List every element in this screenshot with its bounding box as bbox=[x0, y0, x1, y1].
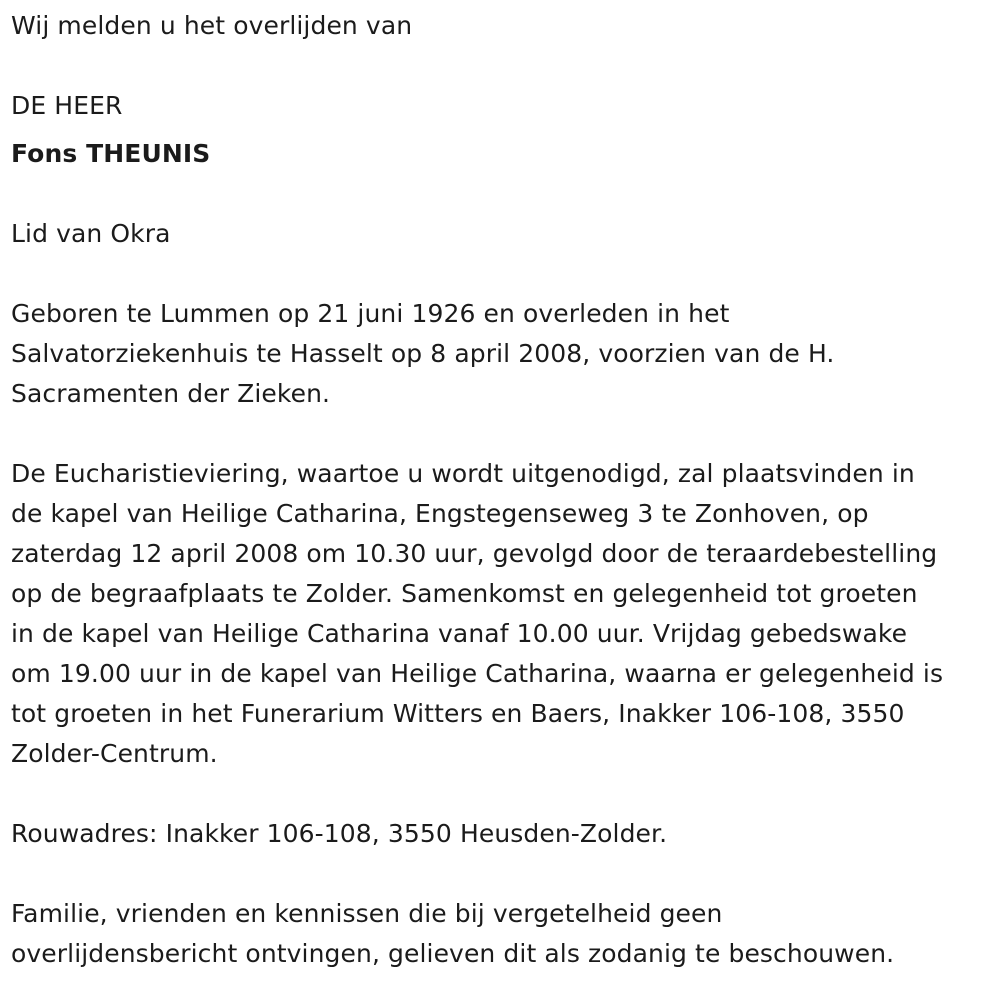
paragraph-line: Zolder-Centrum. bbox=[11, 739, 218, 768]
honorific: DE HEER bbox=[11, 91, 123, 120]
spacer bbox=[11, 854, 996, 894]
death-notice bbox=[11, 6, 996, 974]
paragraph-line: overlijdensbericht ontvingen, gelieven dit als zodanig te beschouwen. bbox=[11, 939, 895, 968]
paragraph-line: in de kapel van Heilige Catharina vanaf 10.00 uur. Vrijdag gebedswake bbox=[11, 619, 908, 648]
paragraph-line: zaterdag 12 april 2008 om 10.30 uur, gevolgd door de teraardebestelling bbox=[11, 539, 938, 568]
mourning-address: Rouwadres: Inakker 106-108, 3550 Heusden-Zolder. bbox=[11, 819, 668, 848]
spacer bbox=[11, 46, 996, 86]
intro-text: Wij melden u het overlijden van bbox=[11, 11, 413, 40]
paragraph-line: De Eucharistieviering, waartoe u wordt uitgenodigd, zal plaatsvinden in bbox=[11, 459, 915, 488]
paragraph-line: de kapel van Heilige Catharina, Engstegenseweg 3 te Zonhoven, op bbox=[11, 499, 869, 528]
membership-text: Lid van Okra bbox=[11, 219, 171, 248]
spacer bbox=[11, 254, 996, 294]
deceased-name: Fons THEUNIS bbox=[11, 139, 211, 168]
paragraph-line: Familie, vrienden en kennissen die bij vergetelheid geen bbox=[11, 899, 723, 928]
paragraph-line: Salvatorziekenhuis te Hasselt op 8 april 2008, voorzien van de H. bbox=[11, 339, 835, 368]
paragraph-line: Sacramenten der Zieken. bbox=[11, 379, 331, 408]
birth-death-paragraph bbox=[11, 294, 996, 414]
spacer bbox=[11, 174, 996, 214]
paragraph-line: Geboren te Lummen op 21 juni 1926 en overleden in het bbox=[11, 299, 730, 328]
paragraph-line: op de begraafplaats te Zolder. Samenkomst en gelegenheid tot groeten bbox=[11, 579, 918, 608]
paragraph-line: tot groeten in het Funerarium Witters en Baers, Inakker 106-108, 3550 bbox=[11, 699, 905, 728]
spacer bbox=[11, 414, 996, 454]
closing-paragraph bbox=[11, 894, 996, 974]
spacer bbox=[11, 774, 996, 814]
paragraph-line: om 19.00 uur in de kapel van Heilige Catharina, waarna er gelegenheid is bbox=[11, 659, 944, 688]
spacer bbox=[11, 126, 996, 134]
ceremony-paragraph bbox=[11, 454, 996, 774]
